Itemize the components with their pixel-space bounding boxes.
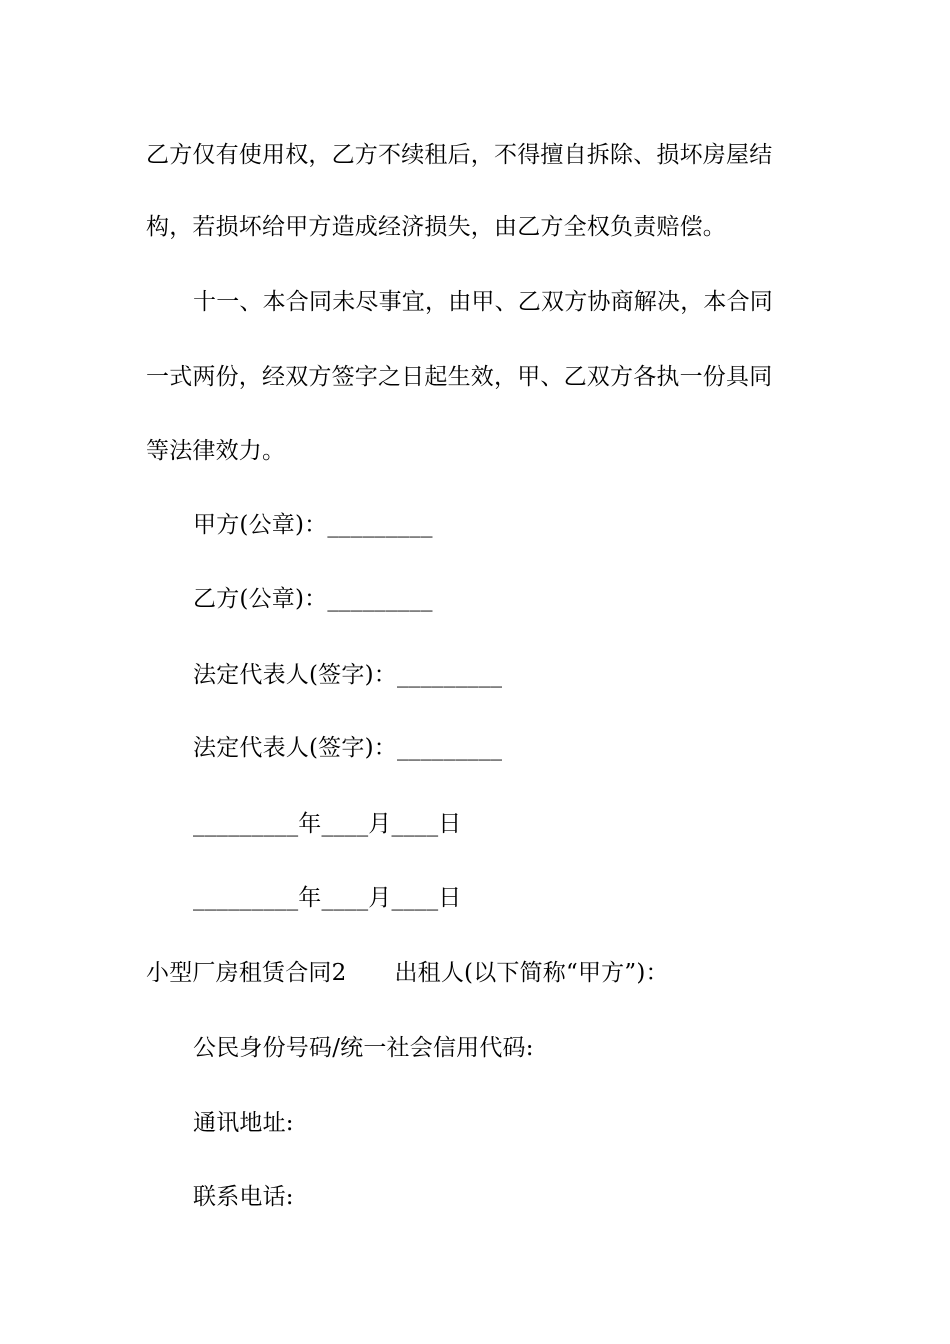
paragraph-line: 等法律效力。	[146, 438, 286, 464]
date-field: _________年____月____日	[193, 811, 462, 837]
contract-heading-line	[146, 958, 826, 988]
address-field: 通讯地址:	[193, 1110, 294, 1136]
paragraph-line: 一式两份，经双方签字之日起生效，甲、乙双方各执一份具同	[146, 364, 773, 390]
legal-representative-signature-field: 法定代表人(签字)：_________	[193, 662, 503, 688]
clause-eleven-line: 十一、本合同未尽事宜，由甲、乙双方协商解决，本合同	[193, 289, 773, 315]
party-a-seal-field: 甲方(公章)：_________	[193, 512, 433, 538]
lessor-label: 出租人(以下简称“甲方”)：	[394, 960, 669, 986]
date-field: _________年____月____日	[193, 885, 462, 911]
party-b-seal-field: 乙方(公章)：_________	[193, 586, 433, 612]
phone-field: 联系电话:	[193, 1184, 294, 1210]
legal-representative-signature-field: 法定代表人(签字)：_________	[193, 735, 503, 761]
paragraph-line: 构，若损坏给甲方造成经济损失，由乙方全权负责赔偿。	[146, 214, 726, 240]
contract-title: 小型厂房租赁合同2	[146, 960, 347, 986]
id-number-field: 公民身份号码/统一社会信用代码:	[193, 1035, 534, 1061]
paragraph-line: 乙方仅有使用权，乙方不续租后，不得擅自拆除、损坏房屋结	[146, 142, 773, 168]
